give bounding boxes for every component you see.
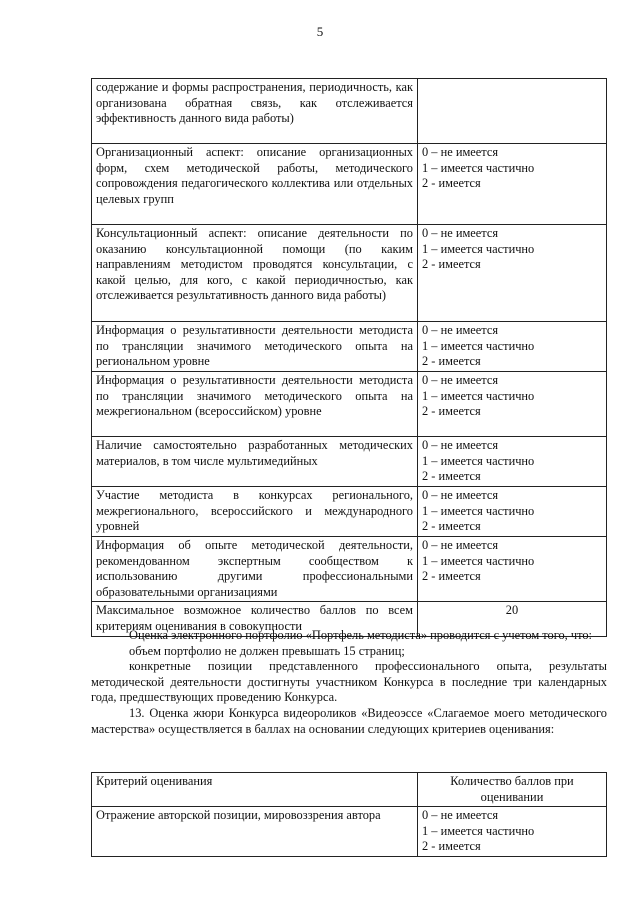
table-row: [92, 322, 607, 372]
score-cell: [418, 537, 607, 602]
criterion-cell: содержание и формы распространения, периодичность, как организована обратная связь, как отслеживается эффективность данного вида работы): [92, 79, 418, 144]
table-row: [92, 144, 607, 225]
score-line: 1 – имеется частично: [422, 388, 535, 403]
score-line: 1 – имеется частично: [422, 338, 535, 353]
table-row: [92, 487, 607, 537]
criterion-cell: Отражение авторской позиции, мировоззрения автора: [92, 807, 418, 857]
score-line: 1 – имеется частично: [422, 160, 535, 175]
score-line: 2 - имеется: [422, 469, 481, 484]
video-criteria-table: [91, 772, 607, 857]
score-cell: [418, 372, 607, 437]
criterion-cell: Участие методиста в конкурсах регионального, межрегионального, всероссийского и международного уровней: [92, 487, 418, 537]
header-score: Количество баллов при оценивании: [418, 773, 607, 807]
table-row: [92, 225, 607, 322]
score-line: 0 – не имеется: [422, 145, 499, 159]
score-line: 1 – имеется частично: [422, 823, 535, 838]
page-number: 5: [316, 24, 324, 39]
table-header-row: [92, 773, 607, 807]
score-line: 1 – имеется частично: [422, 241, 535, 256]
header-criterion: Критерий оценивания: [92, 773, 418, 807]
paragraph: Оценка электронного портфолио «Портфель методиста» проводится с учетом того, что:: [129, 628, 592, 642]
table-row: [92, 79, 607, 144]
score-line: 0 – не имеется: [422, 488, 499, 502]
paragraph: 13. Оценка жюри Конкурса видеороликов «Видеоэссе «Слагаемое моего методического мастерства» осуществляется в баллах на основании следующих критериев оценивания:: [91, 705, 607, 736]
score-cell: [418, 79, 607, 144]
table-row: [92, 807, 607, 857]
criterion-cell: Организационный аспект: описание организационных форм, схем методической работы, методического сопровождения педагогического коллектива или отдельных целевых групп: [92, 144, 418, 225]
score-line: 2 - имеется: [422, 569, 481, 584]
score-cell: [418, 437, 607, 487]
table-row: [92, 372, 607, 437]
score-cell: [418, 144, 607, 225]
table-row: [92, 437, 607, 487]
max-score-label: Максимальное возможное количество баллов по всем критериям оценивания в совокупности: [92, 602, 418, 636]
score-line: 2 - имеется: [422, 519, 481, 534]
criterion-cell: Информация о результативности деятельности методиста по трансляции значимого методического опыта на региональном уровне: [92, 322, 418, 372]
score-line: 0 – не имеется: [422, 808, 499, 823]
score-line: 0 – не имеется: [422, 226, 499, 240]
score-cell: [418, 225, 607, 322]
paragraph: объем портфолио не должен превышать 15 страниц;: [129, 643, 405, 658]
portfolio-notes: [91, 628, 607, 737]
score-line: 2 - имеется: [422, 257, 481, 272]
score-line: 0 – не имеется: [422, 373, 499, 387]
score-cell: [418, 487, 607, 537]
score-line: 2 - имеется: [422, 176, 481, 191]
score-line: 1 – имеется частично: [422, 553, 535, 568]
score-line: 1 – имеется частично: [422, 503, 535, 518]
score-line: 2 - имеется: [422, 404, 481, 419]
criterion-cell: Информация о результативности деятельности методиста по трансляции значимого методического опыта на межрегиональном (всероссийском) уровне: [92, 372, 418, 437]
criteria-table: [91, 78, 607, 637]
score-cell: [418, 807, 607, 857]
paragraph: конкретные позиции представленного профессионального опыта, результаты методической деятельности достигнуты участником Конкурса в последние три календарных года, предшествующих проведению Конкурса.: [91, 659, 607, 705]
criterion-cell: Консультационный аспект: описание деятельности по оказанию консультационной помощи (по каким направлениям методистом проводятся консультации, с какой целью, для кого, с какой периодичностью, как отслеживается результативность данного вида работы): [92, 225, 418, 322]
score-line: 0 – не имеется: [422, 438, 499, 452]
max-score-value: 20: [418, 602, 607, 636]
criterion-cell: Наличие самостоятельно разработанных методических материалов, в том числе мультимедийных: [92, 437, 418, 487]
score-line: 0 – не имеется: [422, 538, 499, 552]
score-cell: [418, 322, 607, 372]
score-line: 2 - имеется: [422, 354, 481, 369]
score-line: 1 – имеется частично: [422, 453, 535, 468]
score-line: 0 – не имеется: [422, 323, 499, 337]
criterion-cell: Информация об опыте методической деятельности, рекомендованном экспертным сообществом к использованию другими профессиональными образовательными организациями: [92, 537, 418, 602]
table-row: [92, 537, 607, 602]
score-line: 2 - имеется: [422, 839, 481, 854]
